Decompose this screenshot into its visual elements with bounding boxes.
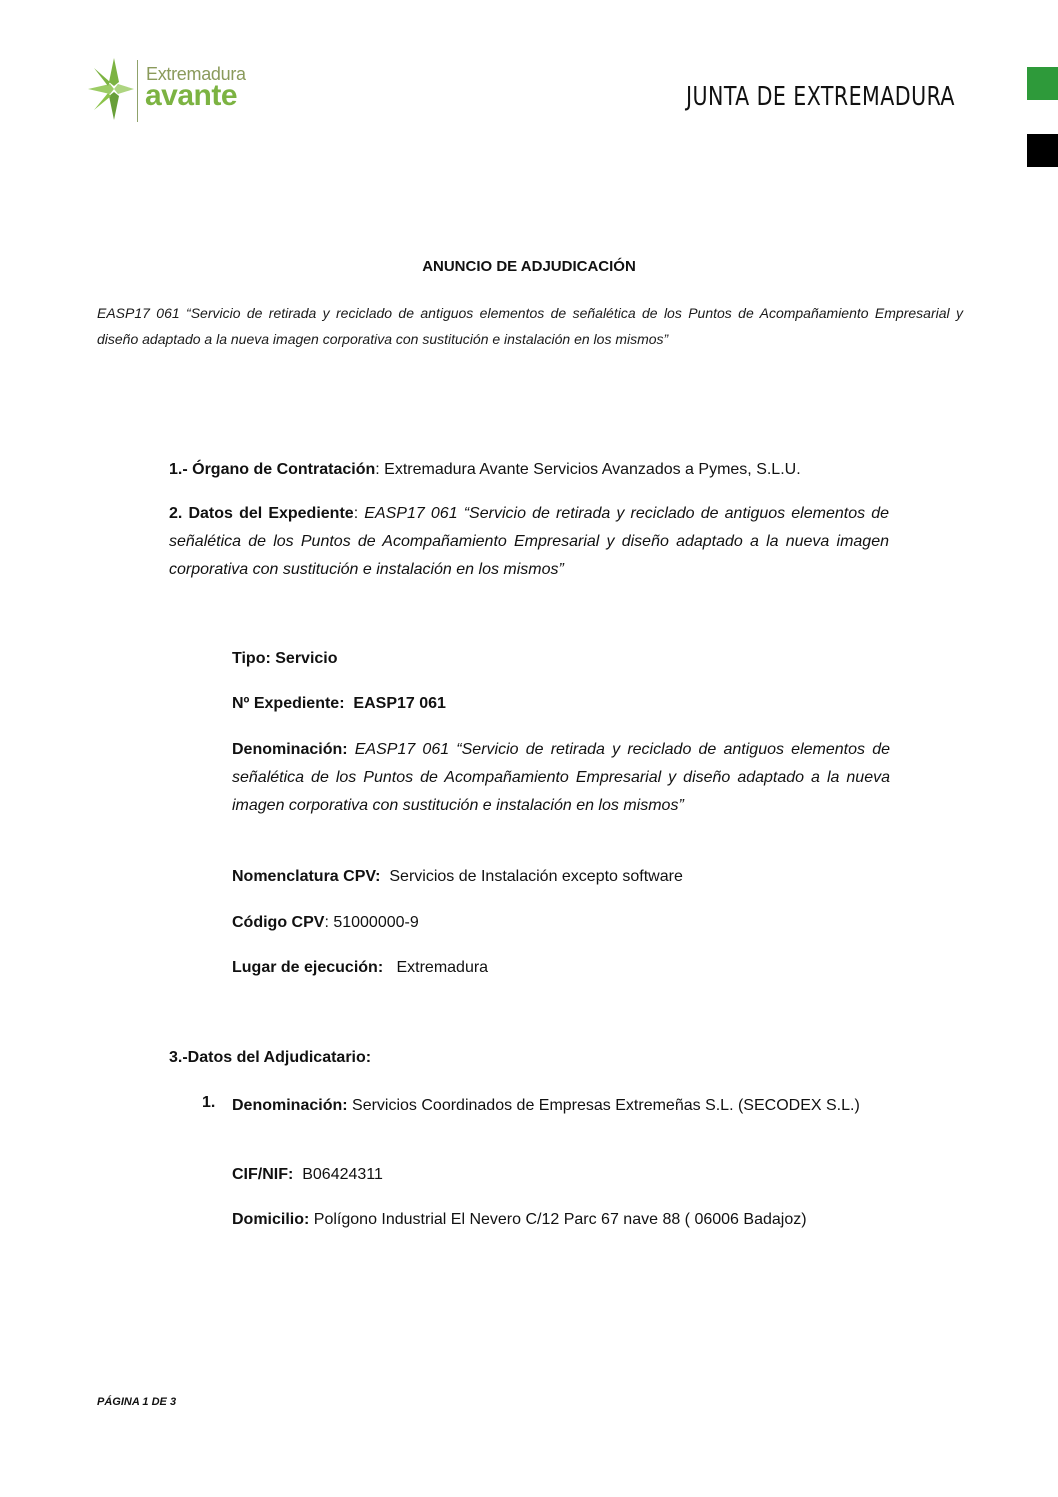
brand-top-text: Extremadura: [146, 64, 246, 84]
tipo-line: [232, 645, 892, 673]
section-3-label: 3.-Datos del Adjudicatario:: [169, 1049, 372, 1066]
adjudicatario-denominacion-label: Denominación:: [232, 1097, 348, 1114]
logo-divider: [137, 60, 138, 122]
section-1-label: 1.- Órgano de Contratación: [169, 461, 376, 478]
cpv-line: [232, 863, 892, 891]
codigo-cpv-line: [232, 909, 892, 937]
lugar-label: Lugar de ejecución:: [232, 959, 384, 976]
document-subtitle: EASP17 061 “Servicio de retirada y reciclado de antiguos elementos de señalética de los Puntos de Acompañamiento Empresarial y diseño adaptado a la nueva imagen corporativa con sustitución e instalación en los mismos”: [97, 305, 963, 347]
adjudicatario-number: [202, 1089, 232, 1117]
adjudicatario-denominacion-value: Servicios Coordinados de Empresas Extremeñas S.L. (SECODEX S.L.): [352, 1097, 860, 1114]
junta-de-extremadura-logo: JUNTA DE EXTREMADURA: [686, 82, 955, 112]
expediente-value: EASP17 061: [353, 695, 446, 712]
lugar-line: [232, 954, 892, 982]
codigo-cpv-label: Código CPV: [232, 914, 325, 931]
section-1: [169, 456, 889, 484]
domicilio-value: Polígono Industrial El Nevero C/12 Parc 67 nave 88 ( 06006 Badajoz): [313, 1211, 807, 1228]
tipo-text: Tipo: Servicio: [232, 650, 338, 667]
document-title: ANUNCIO DE ADJUDICACIÓN: [422, 258, 636, 275]
expediente-label: Nº Expediente:: [232, 695, 345, 712]
section-2-sep: :: [353, 505, 365, 522]
avante-star-icon: [86, 56, 136, 126]
page-number: PÁGINA 1 DE 3: [97, 1396, 177, 1408]
denominacion-label: Denominación:: [232, 741, 348, 758]
denominacion-value: EASP17 061 “Servicio de retirada y reciclado de antiguos elementos de señalética de los Puntos de Acompañamiento Empresarial y diseño adaptado a la nueva imagen corporativa con sustitución e instalación en los mismos”: [232, 741, 890, 814]
expediente-line: [232, 690, 892, 718]
codigo-cpv-value: : 51000000-9: [324, 914, 419, 931]
section-2-value: EASP17 061 “Servicio de retirada y reciclado de antiguos elementos de señalética de los Puntos de Acompañamiento Empresarial y diseño adaptado a la nueva imagen corporativa con sustitución e instalación en los mismos”: [169, 505, 890, 578]
section-3-heading: [169, 1044, 889, 1072]
section-1-value: : Extremadura Avante Servicios Avanzados a Pymes, S.L.U.: [375, 461, 801, 478]
adjudicatario-denominacion: [232, 1089, 890, 1123]
denominacion-block: [232, 736, 890, 820]
section-2-label: 2. Datos del Expediente: [169, 505, 354, 522]
brand-main-text: avante: [145, 79, 238, 112]
cpv-label: Nomenclatura CPV:: [232, 868, 381, 885]
cpv-value: Servicios de Instalación excepto software: [389, 868, 683, 885]
black-tab-marker: [1027, 134, 1058, 167]
cif-label: CIF/NIF:: [232, 1166, 294, 1183]
cif-line: [232, 1161, 892, 1189]
lugar-value: Extremadura: [396, 959, 489, 976]
domicilio-label: Domicilio:: [232, 1211, 310, 1228]
domicilio-line: [232, 1206, 892, 1234]
section-2: [169, 500, 889, 584]
green-tab-marker: [1027, 67, 1058, 100]
adjudicatario-number-text: 1.: [202, 1094, 216, 1111]
cif-value: B06424311: [302, 1166, 383, 1183]
